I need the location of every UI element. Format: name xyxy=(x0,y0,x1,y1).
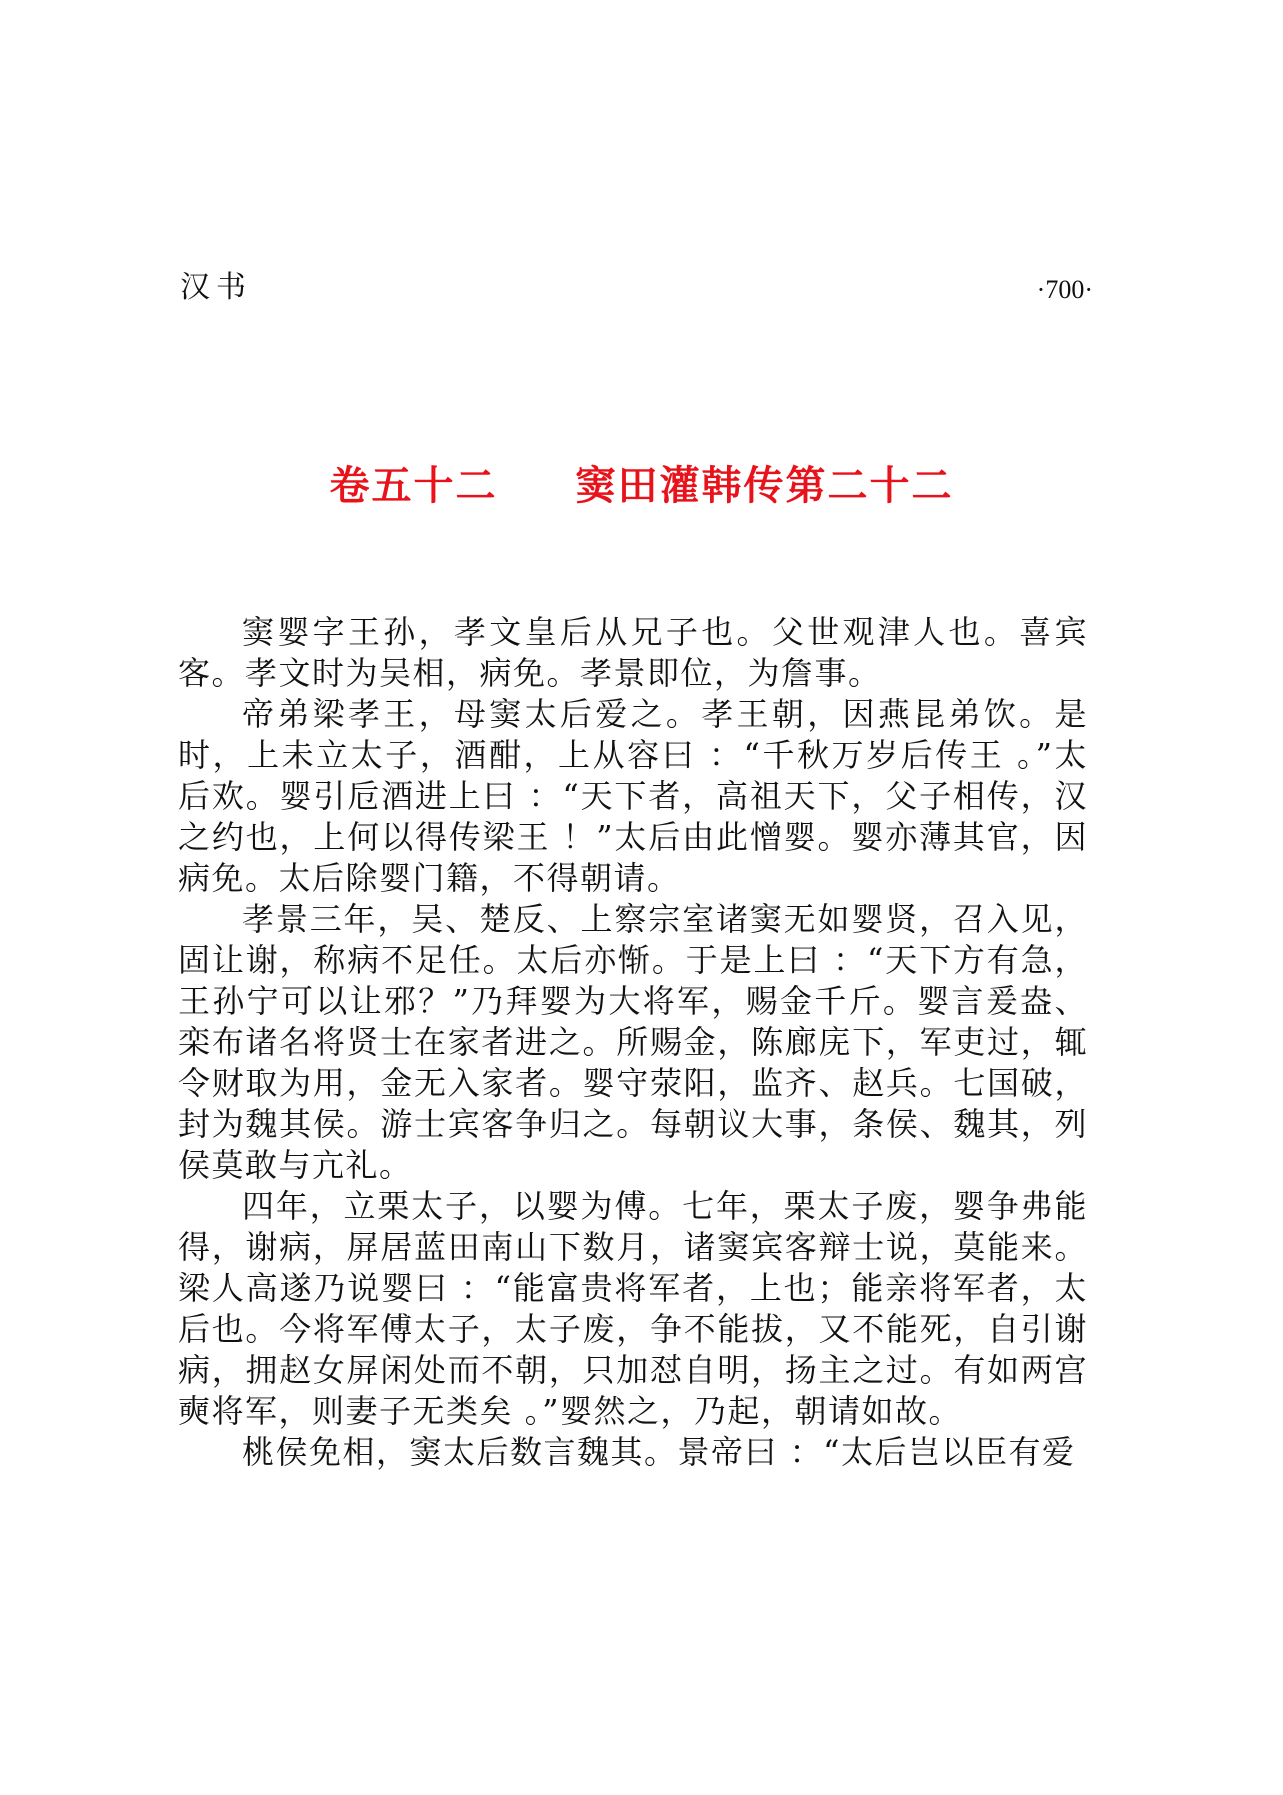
paragraph: 帝弟梁孝王，母窦太后爱之。孝王朝，因燕昆弟饮。是时，上未立太子，酒酣，上从容曰 ：“千秋万岁后传王 。”太后欢。婴引卮酒进上曰 ：“天下者，高祖天下，父子相传，汉之约也，上何以得传梁王 ！”太后由此憎婴。婴亦薄其官，因病免。太后除婴门籍，不得朝请。 xyxy=(178,695,1088,897)
paragraph: 孝景三年，吴、楚反、上察宗室诸窦无如婴贤，召入见，固让谢，称病不足任。太后亦惭。于是上曰 ：“天下方有急，王孙宁可以让邪？”乃拜婴为大将军，赐金千斤。婴言爰盎、栾布诸名将贤士在家者进之。所赐金，陈廊庑下，军吏过，辄令财取为用，金无入家者。婴守荥阳，监齐、赵兵。七国破，封为魏其侯。游士宾客争归之。每朝议大事，条侯、魏其，列侯莫敢与亢礼。 xyxy=(178,900,1088,1184)
paragraph: 四年，立栗太子，以婴为傅。七年，栗太子废，婴争弗能得，谢病，屏居蓝田南山下数月，诸窦宾客辩士说，莫能来。梁人高遂乃说婴曰 ：“能富贵将军者，上也；能亲将军者，太后也。今将军傅太子，太子废，争不能拔，又不能死，自引谢病，拥赵女屏闲处而不朝，只加怼自明，扬主之过。有如两宫奭将军，则妻子无类矣 。”婴然之，乃起，朝请如故。 xyxy=(178,1187,1088,1430)
paragraph: 窦婴字王孙，孝文皇后从兄子也。父世观津人也。喜宾客。孝文时为吴相，病免。孝景即位，为詹事。 xyxy=(178,613,1088,692)
chapter-title: 窦田灌韩传第二十二 xyxy=(575,463,954,509)
chapter-volume: 卷五十二 xyxy=(329,463,498,509)
running-header-book-title: 汉书 xyxy=(180,270,252,305)
chapter-heading xyxy=(0,458,1283,514)
page-number: ·700· xyxy=(1036,275,1093,304)
body-text xyxy=(178,612,1088,1473)
paragraph: 桃侯免相，窦太后数言魏其。景帝曰 ：“太后岂以臣有爱 xyxy=(242,1433,1076,1471)
